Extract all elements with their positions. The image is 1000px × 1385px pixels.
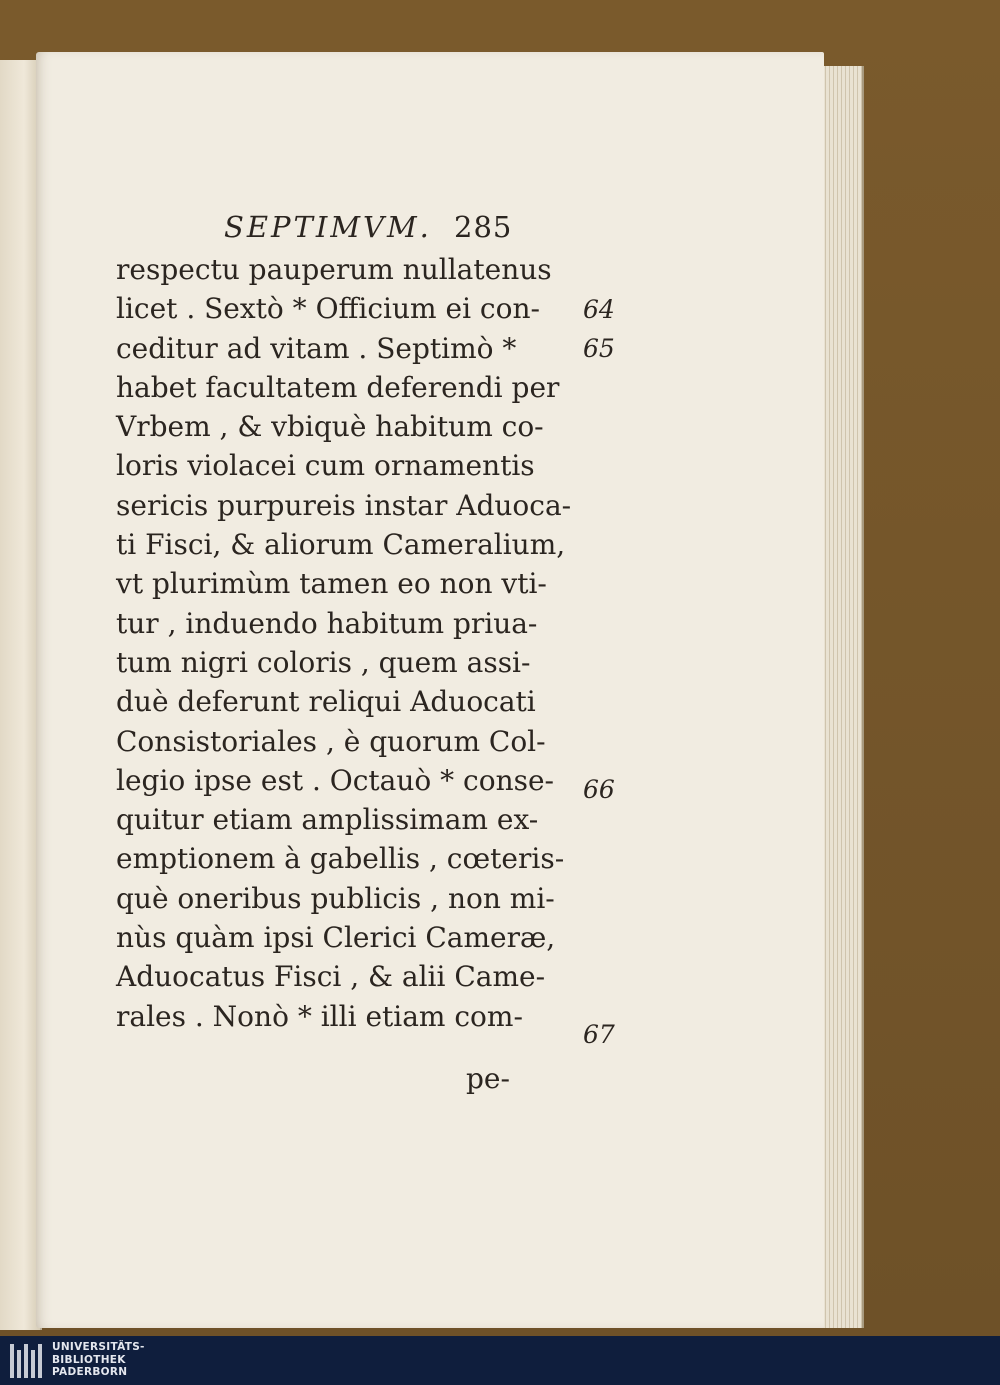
text-line: vt plurimùm tamen eo non vti- bbox=[116, 567, 547, 601]
text-line: tum nigri coloris , quem assi- bbox=[116, 645, 531, 679]
text-line: Consistoriales , è quorum Col- bbox=[116, 724, 546, 758]
logo-line: UNIVERSITÄTS- bbox=[52, 1341, 145, 1353]
text-line: Vrbem , & vbiquè habitum co- bbox=[116, 410, 544, 444]
logo-line: BIBLIOTHEK bbox=[52, 1353, 126, 1366]
text-line: ceditur ad vitam . Septimò * bbox=[116, 331, 517, 365]
text-line: rales . Nonò * illi etiam com- bbox=[116, 999, 523, 1033]
margin-number: 67 bbox=[583, 1020, 615, 1049]
text-line: licet . Sextò * Officium ei con- bbox=[116, 292, 540, 326]
margin-number: 65 bbox=[583, 334, 615, 363]
text-line: legio ipse est . Octauò * conse- bbox=[116, 763, 555, 797]
text-line: sericis purpureis instar Aduoca- bbox=[116, 488, 572, 522]
text-line: què oneribus publicis , non mi- bbox=[116, 881, 555, 915]
catchword: pe- bbox=[466, 1062, 510, 1095]
text-line: respectu pauperum nullatenus bbox=[116, 253, 552, 286]
text-line: tur , induendo habitum priua- bbox=[116, 606, 538, 640]
running-title: SEPTIMVM. bbox=[224, 210, 432, 244]
running-head bbox=[224, 210, 544, 250]
margin-number: 66 bbox=[583, 775, 615, 804]
text-line: emptionem à gabellis , cœteris- bbox=[116, 842, 565, 876]
text-line: Aduocatus Fisci , & alii Came- bbox=[116, 960, 546, 994]
text-line: nùs quàm ipsi Clerici Cameræ, bbox=[116, 921, 556, 955]
page-number: 285 bbox=[454, 210, 513, 244]
library-columns-icon bbox=[8, 1342, 44, 1380]
text-line: habet facultatem deferendi per bbox=[116, 370, 560, 404]
body-text bbox=[116, 250, 576, 1036]
logo-line: PADERBORN bbox=[52, 1366, 128, 1378]
library-footer bbox=[0, 1336, 1000, 1385]
text-line: quitur etiam amplissimam ex- bbox=[116, 803, 539, 837]
text-line: ti Fisci, & aliorum Cameralium, bbox=[116, 528, 566, 562]
text-line: loris violacei cum ornamentis bbox=[116, 449, 535, 483]
page-fore-edge bbox=[818, 66, 864, 1328]
text-line: duè deferunt reliqui Aduocati bbox=[116, 685, 536, 719]
margin-number: 64 bbox=[583, 295, 615, 324]
library-logo-text bbox=[52, 1341, 145, 1379]
